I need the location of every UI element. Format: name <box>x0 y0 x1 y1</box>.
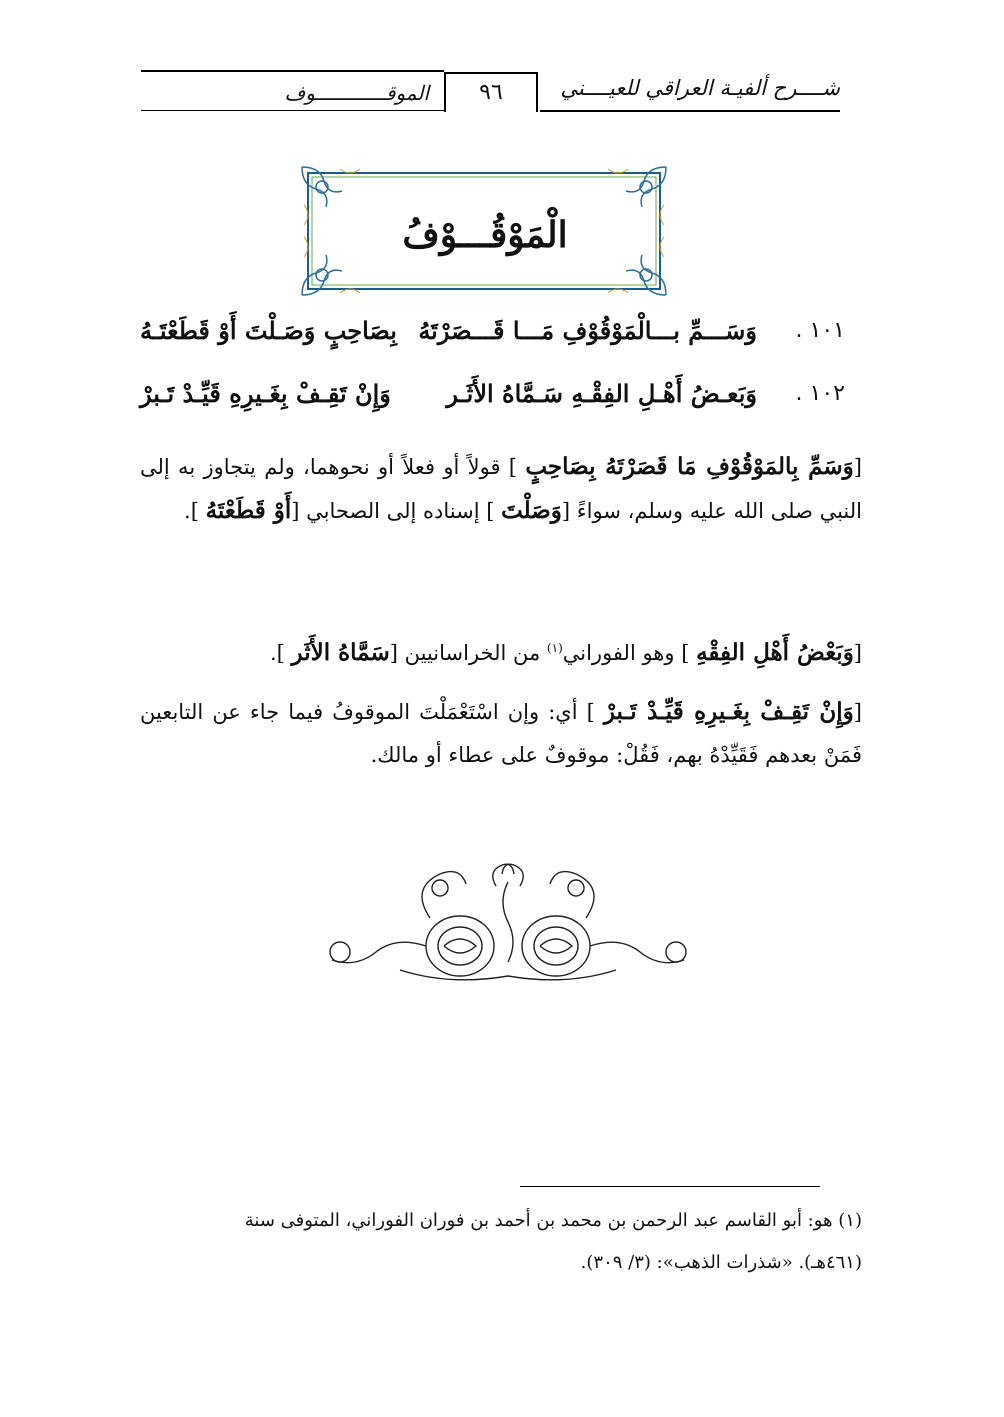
floral-ornament-icon <box>320 862 696 990</box>
footnote-line-1: (١) هو: أبو القاسم عبد الرحمن بن محمد بن أحمد بن فوران الفوراني، المتوفى سنة <box>244 1210 862 1231</box>
commentary-text: ]. <box>184 499 206 523</box>
commentary-text: ] أي: وإن اسْتَعْمَلْتَ الموقوفُ فيما جاء عن التابعين فَمَنْ بعدهم فَقَيِّدْهُ بهم، فَقُلْ: موقوفٌ على عطاء أو مالك. <box>140 700 862 767</box>
header-rule-bottom <box>141 110 444 111</box>
lemma: وَإِنْ تَقِـفْ بِغَـيرِهِ قَيِّـدْ تَـبرْ <box>603 698 854 725</box>
commentary-paragraph-1: [وَسَمِّ بِالمَوْقُوْفِ مَا قَصَرْتَهُ بِصَاحِبٍ ] قولاً أو فعلاً أو نحوهما، ولم يتجاوز به إلى النبي صلى الله عليه وسلم، سواءً [وَصَلْتَ ] إسناده إلى الصحابي [أَوْ قَطَعْتَهُ ]. <box>140 453 862 524</box>
commentary-text: ] قولاً أو فعلاً أو نحوهما، ولم يتجاوز به إلى النبي صلى الله عليه وسلم، سواءً <box>140 455 862 523</box>
footnote-reference[interactable]: (١) <box>546 641 563 655</box>
header-rule-top <box>141 70 444 72</box>
footnote <box>140 1200 862 1284</box>
verse-102 <box>140 373 845 415</box>
commentary-text: من الخراسانيين <box>397 641 547 665</box>
lemma: سَمَّاهُ الأَثَر <box>291 639 390 666</box>
chapter-title: الْمَوْقُـــوْفُ <box>402 214 568 256</box>
verse-hemistich-first: وَبَعـضُ أَهْـلِ الفِقْـهِ سَـمَّاهُ الأَثَـر <box>446 379 757 408</box>
commentary-text: ] وهو الفوراني <box>562 641 697 665</box>
lemma: وَبَعْضُ أَهْلِ الفِقْهِ <box>696 639 854 666</box>
header-rule-right <box>540 110 840 112</box>
commentary-paragraph-2: [وَبَعْضُ أَهْلِ الفِقْهِ ] وهو الفوراني$^{(١)}$ من الخراسانيين [سَمَّاهُ الأَثَر ]. <box>269 639 862 666</box>
decorative-ornament <box>320 862 696 990</box>
verse-number: ١٠١ . <box>795 318 845 343</box>
running-header-book-title: شــــرح ألفيـة العراقي للعيــــني <box>560 76 840 100</box>
footnote-separator <box>520 1186 820 1187</box>
verse-hemistich-second: بِصَاحِبٍ وَصَـلْتَ أَوْ قَطَعْتَـهُ <box>140 316 397 345</box>
commentary-text: ] إسناده إلى الصحابي <box>299 499 502 523</box>
verse-101 <box>140 310 845 352</box>
commentary-paragraph-3: [وَإِنْ تَقِـفْ بِغَـيرِهِ قَيِّـدْ تَـبرْ ] أي: وإن اسْتَعْمَلْتَ الموقوفُ فيما جاء عن التابعين فَمَنْ بعدهم فَقَيِّدْهُ بهم، فَقُلْ: موقوفٌ على عطاء أو مالك. <box>140 698 862 767</box>
page-number: ٩٦ <box>444 72 538 112</box>
lemma: وَسَمِّ بِالمَوْقُوْفِ مَا قَصَرْتَهُ بِصَاحِبٍ <box>525 453 854 480</box>
running-header-chapter: الموقــــــــــــوف <box>284 81 429 105</box>
lemma: وَصَلْتَ <box>501 497 562 524</box>
footnote-line-2: (٤٦١هـ). «شذرات الذهب»: (٣/ ٣٠٩). <box>580 1252 862 1273</box>
verse-number: ١٠٢ . <box>795 381 845 406</box>
commentary-text: ]. <box>269 641 292 665</box>
verse-hemistich-second: وَإِنْ تَقِـفْ بِغَـيرِهِ قَيِّـدْ تَـبرْ <box>140 379 391 408</box>
verse-hemistich-first: وَسَـــمِّ بـــالْمَوْقُوْفِ مَـــا قَـــصَرْتَهُ <box>418 316 757 345</box>
lemma: أَوْ قَطَعْتَهُ <box>205 497 292 524</box>
